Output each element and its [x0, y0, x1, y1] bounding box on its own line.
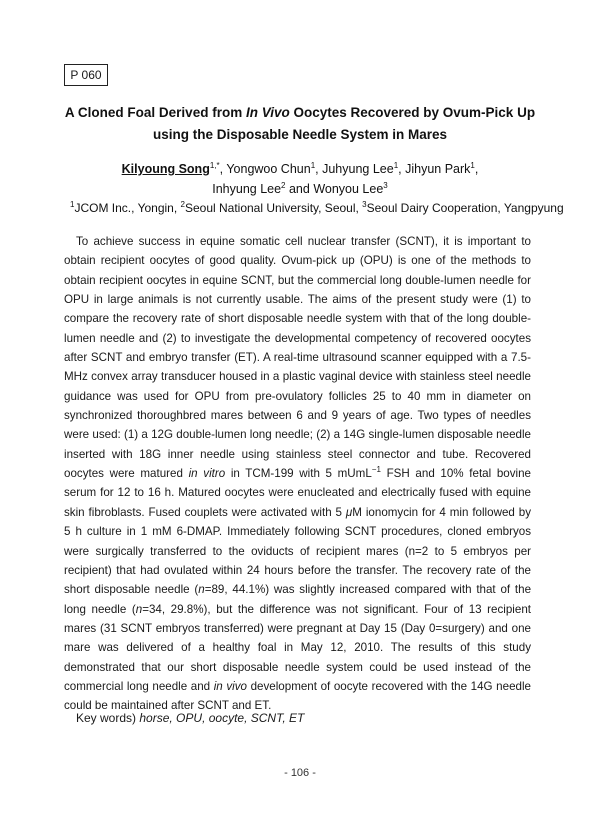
abstract-italic-in-vitro: in vitro: [188, 467, 226, 481]
author-3: Juhyung Lee: [322, 162, 394, 176]
author-2: Yongwoo Chun: [226, 162, 311, 176]
title-text-post: Oocytes Recovered by Ovum-Pick Up: [289, 105, 536, 120]
author-2-sup: 1: [310, 160, 316, 170]
author-line-2: [60, 179, 540, 199]
abstract-part-4: M ionomycin for 4 min followed by 5 h culture in 1 mM 6-DMAP. Immediately following SCNT procedures, cloned embryos were surgically transferred to the oviducts of recipient mares (n=2 to 5 embryos per recipient) that had ovulated within 24 hours before the transfer. The recovery rate of the short disposable needle (: [64, 505, 531, 597]
author-4: Jihyun Park: [405, 162, 471, 176]
author-6: Wonyou Lee: [313, 182, 384, 196]
author-5: Inhyung Lee: [212, 182, 282, 196]
poster-id-box: P 060: [64, 64, 108, 86]
abstract-part-1: To achieve success in equine somatic cell nuclear transfer (SCNT), it is important to obtain recipient oocytes of good quality. Ovum-pick up (OPU) is one of the methods to obtain recipient oocytes in equine SCNT, but the commercial long double-lumen needle for OPU in large animals is not currently usable. The aims of the present study were (1) to compare the recovery rate of short disposable needle system with that of the long double-lumen needle and (2) to investigate the developmental competency of recovered oocytes after SCNT and embryo transfer (ET). A real-time ultrasound scanner equipped with a 7.5-MHz convex array transducer housed in a plastic vaginal device with stainless steel needle guidance was used for OPU from pre-ovulatory follicles 25 to 40 mm in diameter on synchronized thoroughbred mares between 6 and 9 years of age. Two types of needles were used: (1) a 12G double-lumen long needle; (2) a 14G single-lumen disposable needle inserted with 18G inner needle using stainless steel connector and tube. Recovered oocytes were matured: [64, 235, 531, 481]
abstract-italic-in-vivo: in vivo: [213, 679, 247, 693]
page-number: - 106 -: [284, 767, 316, 779]
keywords-label: Key words): [76, 711, 137, 725]
author-6-sup: 3: [383, 180, 388, 190]
micro-symbol: μ: [345, 505, 353, 519]
abstract-italic-n-1: n: [198, 583, 205, 597]
author-4-sup: 1: [470, 160, 475, 170]
affil-2-sup: 2: [180, 200, 185, 209]
keywords: [76, 709, 304, 727]
unit-exponent: −1: [371, 465, 381, 475]
author-line-1: Kilyoung Song$^{1,*}$, Yongwoo Chun$^1$, Juhyung Lee$^1$, Jihyun Park$^1$,: [121, 160, 479, 176]
affil-3: Seoul Dairy Cooperation, Yangpyung: [366, 201, 564, 215]
affil-3-sup: 3: [362, 200, 367, 209]
affil-1: JCOM Inc., Yongin,: [74, 201, 181, 215]
abstract-part-5: =89, 44.1%) was slightly increased compared with that of the long needle (: [64, 583, 532, 616]
title-line-2: using the Disposable Needle System in Mares: [152, 127, 448, 142]
author-3-sup: 1: [393, 160, 399, 170]
abstract-italic-n-2: n: [135, 602, 143, 616]
abstract-body: [64, 232, 531, 716]
author-conjunction: and: [288, 182, 310, 196]
presenter-affil-sup: 1,*: [209, 160, 220, 170]
abstract-part-7: development of oocyte recovered with the 14G needle could be maintained after SCNT and ET.: [64, 679, 531, 713]
keywords-terms: horse, OPU, oocyte, SCNT, ET: [139, 711, 305, 725]
abstract-part-2: in TCM-199 with 5 mUmL: [225, 467, 372, 481]
title-italic-in-vivo: In Vivo: [245, 105, 290, 120]
title-line-1: [40, 102, 560, 124]
title-text-pre: A Cloned Foal Derived from: [64, 105, 246, 120]
affiliations: [70, 199, 564, 217]
abstract-part-6: =34, 29.8%), but the difference was not significant. Four of 13 recipient mares (31 SCNT embryos transferred) were pregnant at Day 15 (Day 0=surgery) and one mare was delivered of a healthy foal in May 12, 2010. The results of this study demonstrated that our short disposable needle system could be used instead of the commercial long needle and: [64, 602, 532, 693]
presenting-author: Kilyoung Song: [121, 162, 210, 176]
affil-2: Seoul National University, Seoul,: [184, 201, 363, 215]
affil-1-sup: 1: [70, 200, 75, 209]
abstract-part-3: FSH and 10% fetal bovine serum for 12 to 16 h. Matured oocytes were enucleated and electrically fused with equine skin fibroblasts. Fused couplets were activated with 5: [64, 467, 532, 519]
author-5-sup: 2: [281, 180, 286, 190]
